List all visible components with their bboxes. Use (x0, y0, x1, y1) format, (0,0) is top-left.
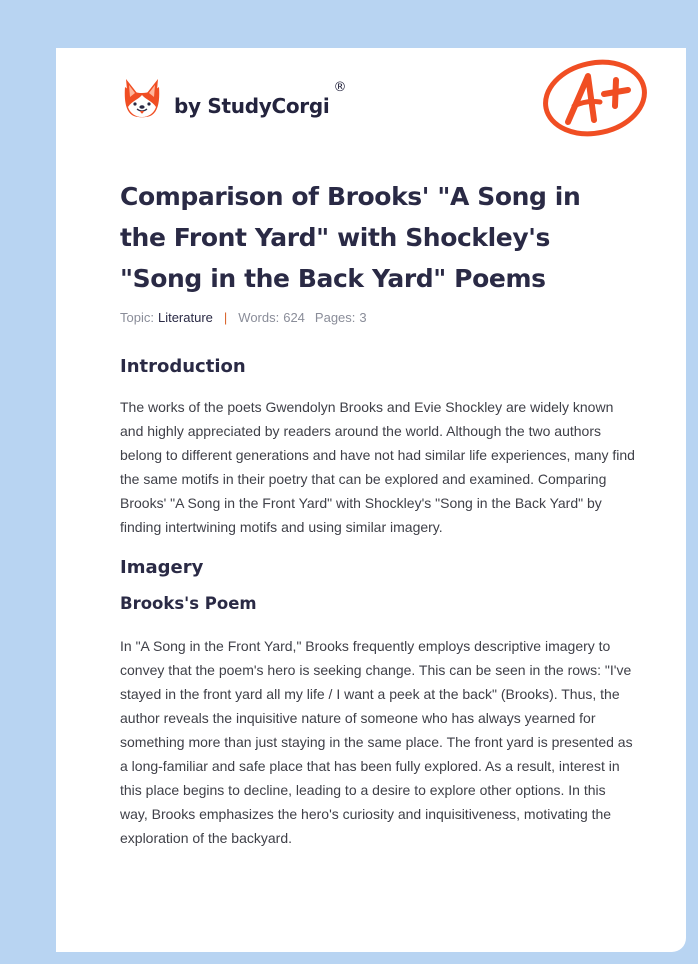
article-title: Comparison of Brooks' "A Song in the Front Yard" with Shockley's "Song in the Back Yard" Poems (120, 182, 581, 293)
introduction-paragraph: The works of the poets Gwendolyn Brooks and Evie Shockley are widely known and highly appreciated by readers around the world. Although the two authors belong to different generations and have not had similar life experiences, many find the same motifs in their poetry that can be explored and examined. Comparing Brooks' "A Song in the Front Yard" with Shockley's "Song in the Back Yard" by finding intertwining motifs and using similar imagery. (120, 399, 635, 535)
corgi-icon (122, 77, 162, 121)
pages-count: 3 (359, 310, 367, 325)
section-heading-imagery: Imagery (120, 557, 204, 578)
brooks-poem-paragraph: In "A Song in the Front Yard," Brooks frequently employs descriptive imagery to convey that the poem's hero is seeking change. This can be seen in the rows: "I've stayed in the front yard all my life / I want a peek at the back" (Brooks). Thus, the author reveals the inquisitive nature of someone who has always yearned for something more than just staying in the same place. The front yard is presented as a long-familiar and safe place that has been fully explored. As a result, interest in this place begins to decline, leading to a desire to explore other options. In this way, Brooks emphasizes the hero's curiosity and inquisitiveness, motivating the exploration of the backyard. (120, 638, 633, 846)
subsection-heading-brooks-poem: Brooks's Poem (120, 594, 257, 613)
meta-separator: | (223, 310, 228, 325)
words-count: 624 (283, 310, 305, 325)
registered-mark: ® (333, 80, 347, 95)
topic-link[interactable]: Literature (157, 310, 213, 325)
words-label: Words: (238, 310, 280, 325)
a-plus-grade-icon (538, 58, 650, 140)
section-heading-introduction: Introduction (120, 356, 246, 377)
article-card (56, 48, 686, 952)
pages-label: Pages: (314, 310, 356, 325)
topic-label: Topic: (120, 310, 154, 325)
article-body (120, 352, 635, 850)
logo-text: by StudyCorgi (174, 94, 330, 118)
article-meta (120, 310, 367, 325)
studycorgi-logo[interactable] (122, 76, 346, 122)
